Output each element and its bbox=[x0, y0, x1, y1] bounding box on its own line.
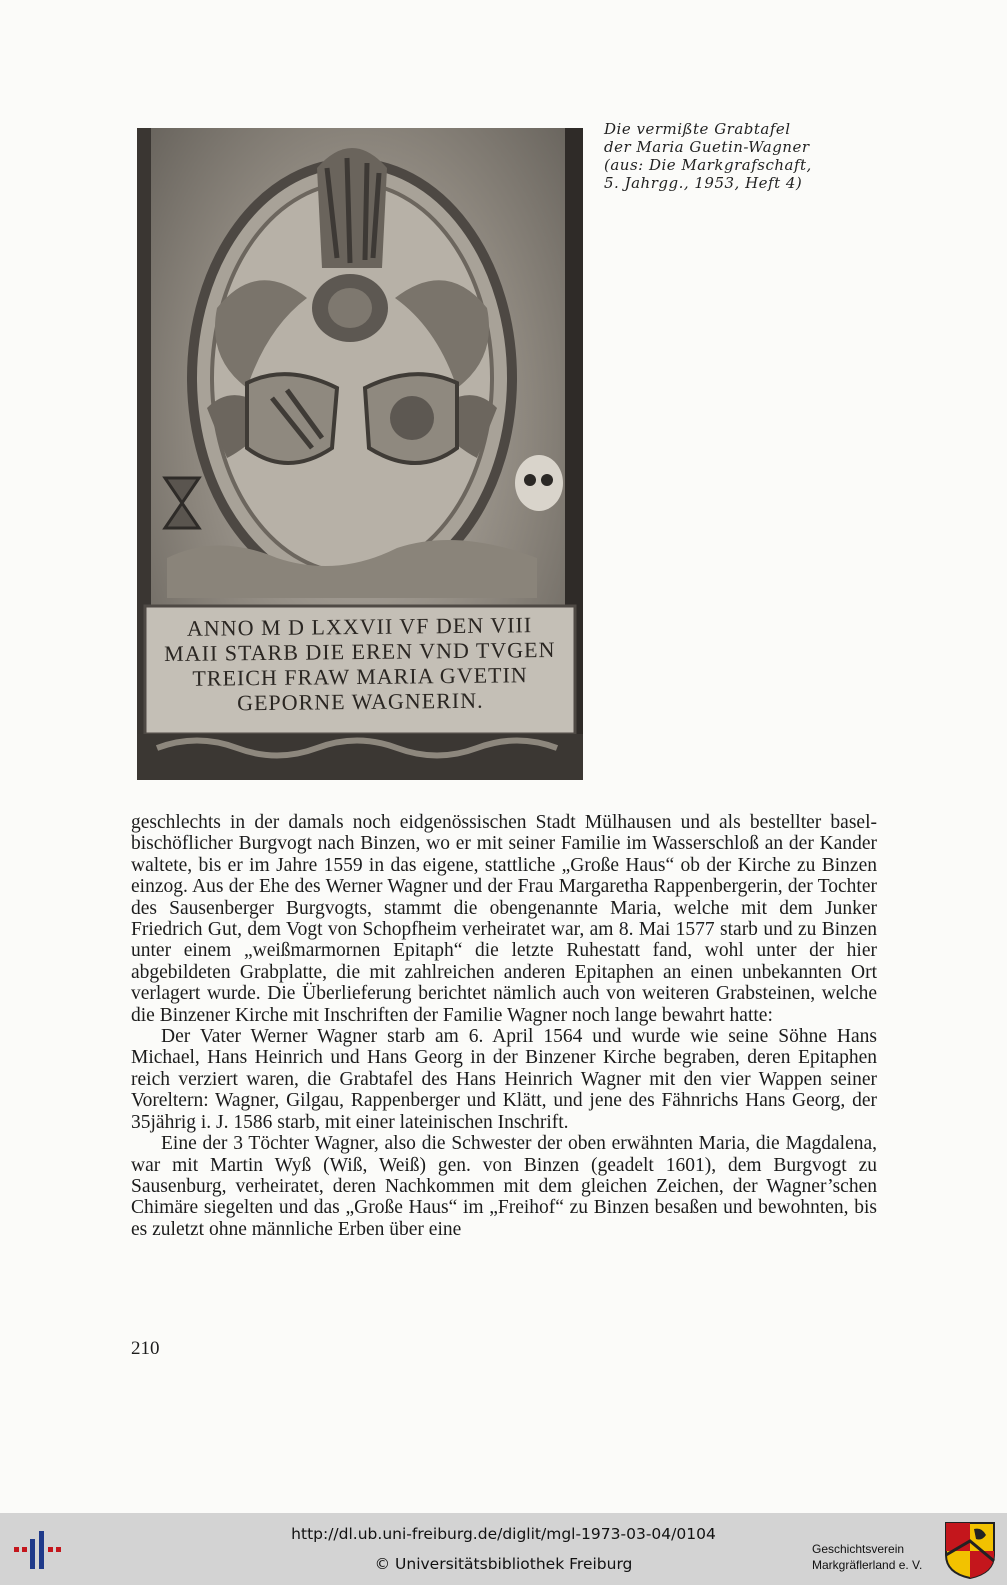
caption-line: (aus: Die Markgrafschaft, bbox=[604, 156, 812, 174]
society-name-line: Markgräflerland e. V. bbox=[812, 1558, 923, 1572]
coat-of-arms-icon bbox=[944, 1521, 996, 1579]
inscription-line: GEPORNE WAGNERIN. bbox=[237, 687, 484, 716]
paragraph: geschlechts in der damals noch eidgenössischen Stadt Mülhausen und als bestellter basel-bischöflicher Burgvogt nach Binzen, wo er mit seiner Familie im Wasserschloß an der Kander waltete, bis er im Jahre 1559 in das eigene, stattliche „Große Haus“ ob der Kirche zu Binzen einzog. Aus der Ehe des Werner Wagner und der Frau Margaretha Rappenbergerin, der Tochter des Sausenberger Burgvogts, stammt die obengenannte Maria, welche mit dem Junker Friedrich Gut, dem Vogt von Schopfheim verheiratet war, am 8. Mai 1577 starb und zu Binzen unter einem „weißmarmornen Epitaph“ die letzte Ruhestatt fand, wohl unter der hier abgebildeten Grabplatte, die mit zahlreichen anderen Epitaphen an einen unbekannten Ort verlagert wurde. Die Überlieferung berichtet nämlich auch von weiteren Grabsteinen, welche die Binzener Kirche mit Inschriften der Familie Wagner noch lange bewahrt hatte: bbox=[131, 812, 877, 1026]
inscription-line: ANNO M D LXXVII VF DEN VIII bbox=[186, 612, 533, 641]
page-number: 210 bbox=[131, 1338, 160, 1359]
paragraph: Der Vater Werner Wagner starb am 6. April 1564 und wurde wie seine Söhne Hans Michael, Hans Heinrich und Hans Georg in der Binzener Kirche begraben, deren Epitaphen reich verziert waren, die Grabtafel des Hans Heinrich Wagner mit den vier Wappen seiner Voreltern: Wagner, Gilgau, Rappenberger und Klätt, und jene des Fähnrichs Hans Georg, der 35jährig i. J. 1586 starb, mit einer lateinischen Inschrift. bbox=[131, 1026, 877, 1133]
caption-line: 5. Jahrgg., 1953, Heft 4) bbox=[604, 174, 803, 192]
footer-bar bbox=[0, 1513, 1007, 1585]
body-text bbox=[131, 812, 877, 1240]
society-name-line: Geschichtsverein bbox=[812, 1542, 905, 1556]
figure-caption bbox=[604, 120, 844, 192]
paragraph: Eine der 3 Töchter Wagner, also die Schwester der oben erwähnten Maria, die Magdalena, war mit Martin Wyß (Wiß, Weiß) gen. von Binzen (geadelt 1601), dem Burgvogt zu Sausenburg, verheiratet, deren Nachkommen mit dem gleichen Zeichen, der Wagner’schen Chimäre siegelten und das „Große Haus“ im „Freihof“ zu Binzen besaßen und bewohnten, bis es zuletzt ohne männliche Erben über eine bbox=[131, 1133, 877, 1240]
society-name bbox=[812, 1541, 940, 1573]
inscription-line: MAII STARB DIE EREN VND TVGEN bbox=[164, 636, 556, 667]
inscription-line: TREICH FRAW MARIA GVETIN bbox=[192, 662, 528, 691]
caption-line: der Maria Guetin-Wagner bbox=[604, 138, 810, 156]
copyright-notice: © Universitätsbibliothek Freiburg bbox=[374, 1555, 633, 1573]
document-url[interactable]: http://dl.ub.uni-freiburg.de/diglit/mgl-1973-03-04/0104 bbox=[291, 1525, 716, 1543]
inscription-text bbox=[148, 612, 571, 728]
caption-line: Die vermißte Grabtafel bbox=[604, 120, 791, 138]
tombstone-photo bbox=[137, 128, 583, 780]
